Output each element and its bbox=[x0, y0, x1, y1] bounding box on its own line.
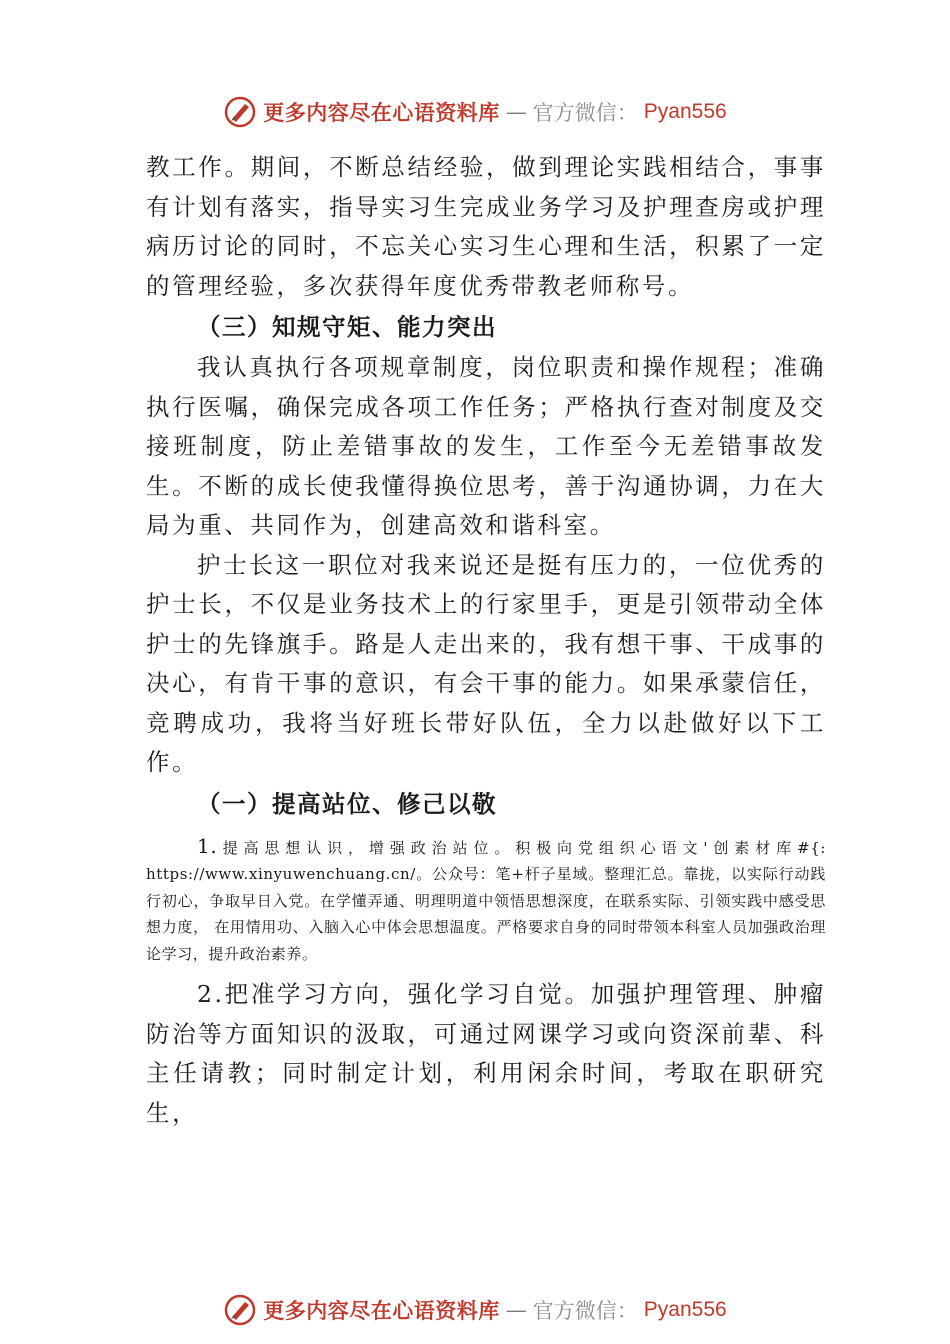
document-body bbox=[146, 148, 826, 1133]
section-heading-3: （三）知规守矩、能力突出 bbox=[197, 313, 497, 341]
watermark-id: Pyan556 bbox=[643, 1298, 727, 1321]
watermark-text: 更多内容尽在心语资料库 bbox=[263, 1298, 500, 1323]
paragraph-3: 护士长这一职位对我来说还是挺有压力的，一位优秀的护士长，不仅是业务技术上的行家里手，更是引领带动全体护士的先锋旗手。路是人走出来的，我有想干事、干成事的决心，有肯干事的意识，有会干事的能力。如果承蒙信任，竞聘成功，我将当好班长带好队伍，全力以赴做好以下工作。 bbox=[146, 550, 826, 776]
watermark-brand: 官方微信： bbox=[532, 101, 638, 125]
watermark-dash: — bbox=[505, 1298, 527, 1322]
watermark-brand: 官方微信： bbox=[532, 1299, 638, 1323]
paragraph-5: 2.把准学习方向，强化学习自觉。加强护理管理、肿瘤防治等方面知识的汲取，可通过网课学习或向资深前辈、科主任请教；同时制定计划，利用闲余时间，考取在职研究生， bbox=[146, 980, 826, 1127]
watermark-text: 更多内容尽在心语资料库 bbox=[263, 100, 500, 125]
footer-watermark bbox=[0, 1292, 950, 1328]
paragraph-4 bbox=[146, 833, 826, 968]
paragraph-2: 我认真执行各项规章制度，岗位职责和操作规程；准确执行医嘱，确保完成各项工作任务；严格执行查对制度及交接班制度，防止差错事故的发生，工作至今无差错事故发生。不断的成长使我懂得换位思考，善于沟通协调，力在大局为重、共同作为，创建高效和谐科室。 bbox=[146, 353, 826, 539]
watermark-dash: — bbox=[505, 100, 527, 124]
paragraph-1: 教工作。期间，不断总结经验，做到理论实践相结合，事事有计划有落实，指导实习生完成业务学习及护理查房或护理病历讨论的同时，不忘关心实习生心理和生活，积累了一定的管理经验，多次获得年度优秀带教老师称号。 bbox=[146, 153, 826, 300]
watermark-id: Pyan556 bbox=[643, 100, 727, 123]
brush-logo-icon bbox=[223, 95, 257, 129]
item-number: 1. bbox=[197, 833, 218, 858]
section-heading-1: （一）提高站位、修己以敬 bbox=[197, 789, 497, 818]
brush-logo-icon bbox=[223, 1293, 257, 1327]
header-watermark bbox=[0, 94, 950, 130]
paragraph-4-text: 提高思想认识，增强政治站位。积极向党组织心语文'创素材库#{: https://www.xinyuwenchuang.cn/。公众号：笔+杆子星域。整理汇总。靠拢，以实际行动践行初心，争取早日入党。在学懂弄通、明理明道中领悟思想深度，在联系实际、引领实践中感受思想力度， 在用情用功、入脑入心中体会思想温度。严格要求自身的同时带领本科室人员加强政治理论学习，提升政治素养。 bbox=[146, 838, 826, 963]
